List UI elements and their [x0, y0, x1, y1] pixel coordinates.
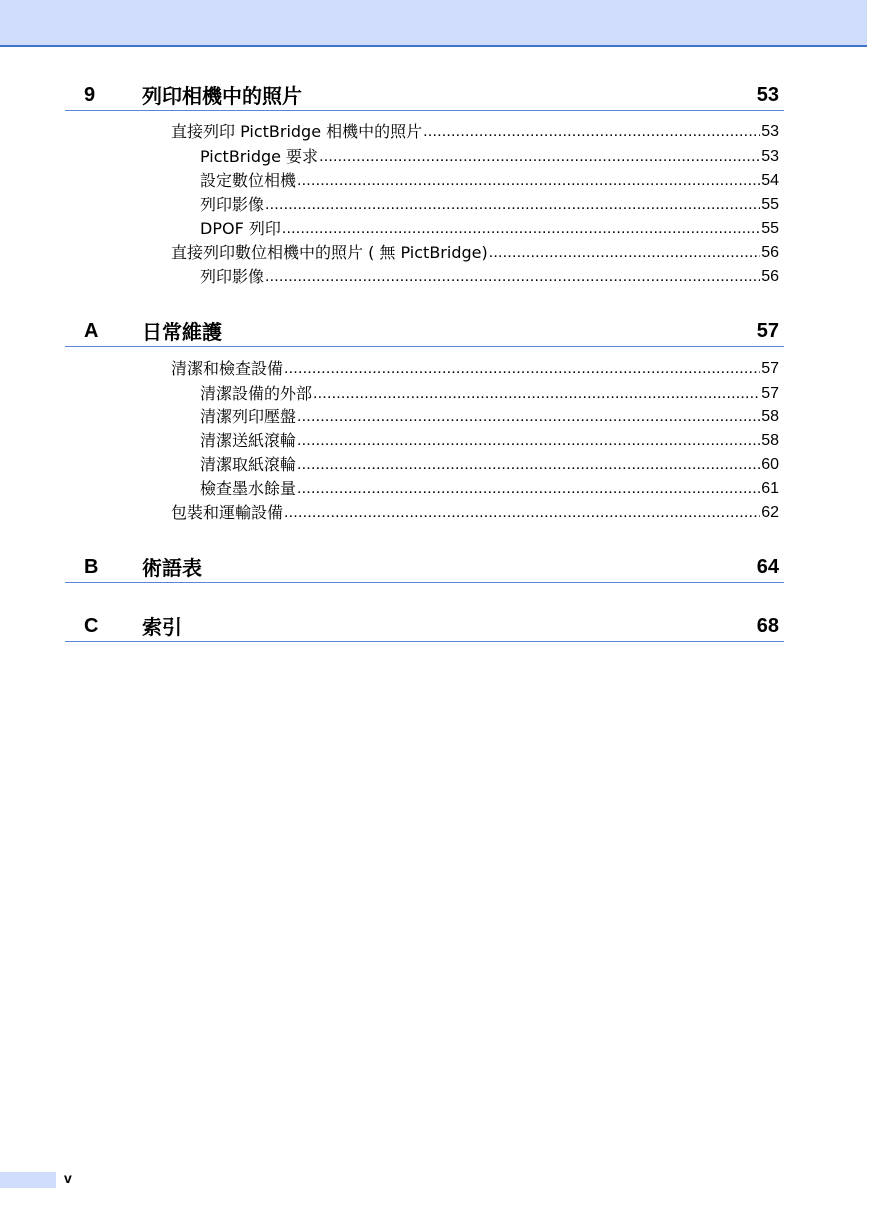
toc-entry-page: 62	[761, 504, 779, 521]
dot-leader	[284, 358, 760, 380]
chapter-heading-b[interactable]	[65, 554, 784, 583]
toc-entry-page: 56	[761, 244, 779, 261]
toc-entry[interactable]	[171, 242, 779, 264]
toc-entry-page: 58	[761, 408, 779, 425]
toc-entry-page: 55	[761, 220, 779, 237]
dot-leader	[297, 430, 760, 452]
toc-subentry[interactable]	[200, 194, 779, 216]
dot-leader	[297, 478, 760, 500]
dot-leader	[282, 218, 760, 240]
chapter-page: 64	[756, 556, 779, 578]
chapter-heading-a[interactable]	[65, 318, 784, 347]
dot-leader	[423, 121, 760, 143]
chapter-number: C	[84, 615, 99, 637]
toc-entry-text: 清潔設備的外部	[200, 384, 313, 403]
toc-entry-page: 55	[761, 196, 779, 213]
dot-leader	[284, 502, 760, 524]
toc-entry-text: 清潔列印壓盤	[200, 407, 297, 426]
chapter-number: B	[84, 556, 99, 578]
toc-entry-text: 列印影像	[200, 195, 265, 214]
toc-entry-text: 直接列印數位相機中的照片 ( 無 PictBridge)	[171, 243, 488, 262]
toc-entry-text: 列印影像	[200, 267, 265, 286]
toc-subentry[interactable]	[200, 454, 779, 476]
toc-entry-text: PictBridge 要求	[200, 147, 319, 166]
toc-entry-text: 直接列印 PictBridge 相機中的照片	[171, 122, 423, 141]
toc-entry-text: 包裝和運輸設備	[171, 503, 284, 522]
toc-entry-text: 清潔送紙滾輪	[200, 431, 297, 450]
toc-subentry[interactable]	[200, 478, 779, 500]
chapter-page: 68	[756, 615, 779, 637]
toc-entry[interactable]	[171, 121, 779, 143]
toc-subentry[interactable]	[200, 383, 779, 405]
toc-subentry[interactable]	[200, 170, 779, 192]
chapter-page: 53	[756, 84, 779, 106]
toc-subentry[interactable]	[200, 218, 779, 240]
chapter-number: A	[84, 320, 99, 342]
header-band	[0, 0, 867, 47]
footer-band	[0, 1172, 56, 1188]
toc-subentry[interactable]	[200, 266, 779, 288]
toc-entry-page: 61	[761, 480, 779, 497]
dot-leader	[319, 146, 760, 168]
chapter-page: 57	[756, 320, 779, 342]
page-number: v	[64, 1170, 72, 1186]
toc-entry-page: 53	[761, 148, 779, 165]
toc-entry-text: 設定數位相機	[200, 171, 297, 190]
toc-entry-page: 54	[761, 172, 779, 189]
toc-subentry[interactable]	[200, 430, 779, 452]
toc-entry-page: 60	[761, 456, 779, 473]
chapter-title: 索引	[142, 615, 182, 639]
toc-entry-text: 清潔取紙滾輪	[200, 455, 297, 474]
toc-entry-page: 53	[761, 123, 779, 140]
dot-leader	[297, 170, 760, 192]
toc-entry[interactable]	[171, 502, 779, 524]
toc-entry-page: 57	[761, 385, 779, 402]
toc-entry-text: 檢查墨水餘量	[200, 479, 297, 498]
toc-subentry[interactable]	[200, 406, 779, 428]
chapter-heading-c[interactable]	[65, 613, 784, 642]
toc-entry[interactable]	[171, 358, 779, 380]
dot-leader	[297, 406, 760, 428]
toc-subentry[interactable]	[200, 146, 779, 168]
dot-leader	[489, 242, 760, 264]
dot-leader	[265, 266, 760, 288]
toc-entry-page: 58	[761, 432, 779, 449]
chapter-title: 術語表	[142, 556, 202, 580]
dot-leader	[265, 194, 760, 216]
toc-entry-page: 56	[761, 268, 779, 285]
dot-leader	[313, 383, 760, 405]
toc-entry-page: 57	[761, 360, 779, 377]
chapter-number: 9	[84, 84, 96, 106]
chapter-title: 列印相機中的照片	[142, 84, 302, 108]
toc-entry-text: DPOF 列印	[200, 219, 281, 238]
chapter-heading-9[interactable]	[65, 82, 784, 111]
toc-entry-text: 清潔和檢查設備	[171, 359, 284, 378]
dot-leader	[297, 454, 760, 476]
chapter-title: 日常維護	[142, 320, 222, 344]
